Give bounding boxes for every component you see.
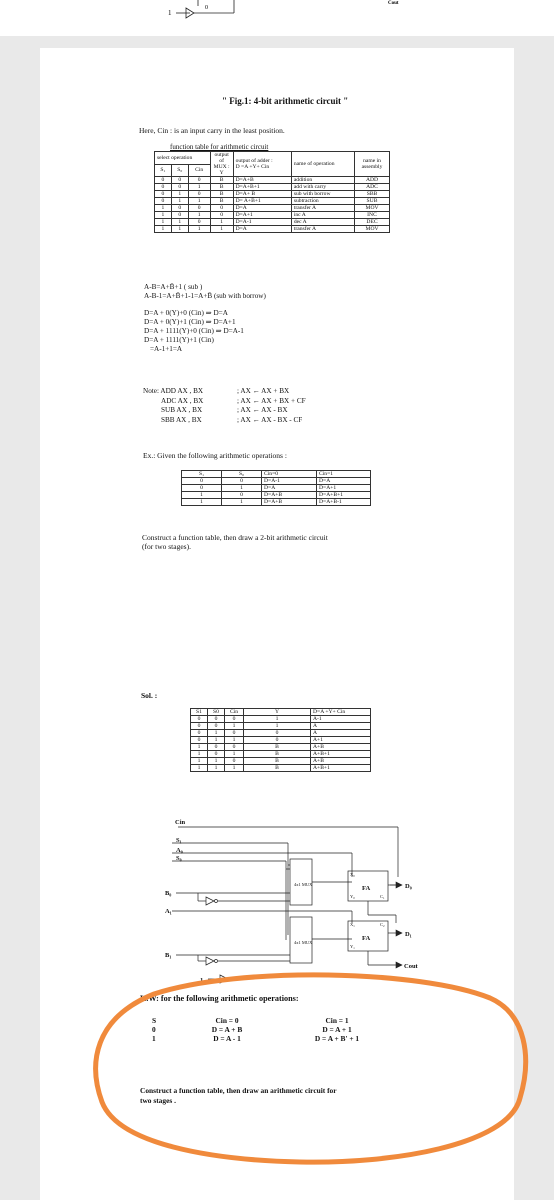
table-row <box>191 744 371 751</box>
table-cell: 0 <box>210 212 233 219</box>
table-cell: D=A-1 <box>233 219 291 226</box>
table-cell: 0 <box>208 744 225 751</box>
table-cell: 0 <box>210 205 233 212</box>
equation-line: D=A + 0(Y)+0 (Cin) ⇒ D=A <box>144 309 228 317</box>
ex-th-cin1: Cin=1 <box>317 471 371 478</box>
table-cell: A+B̄+1 <box>311 765 371 772</box>
table-cell: D=A+1 <box>317 485 371 492</box>
th-cin: Cin <box>188 164 210 177</box>
equation-line: D=A + 1111(Y)+1 (Cin) <box>144 336 214 344</box>
table-cell: 0 <box>188 219 210 226</box>
table-row <box>182 492 371 499</box>
b1-label: B₁ <box>165 952 172 959</box>
table-cell: A <box>311 723 371 730</box>
th-select-operation: select operation <box>155 152 211 165</box>
example-title: Ex.: Given the following arithmetic operations : <box>143 451 287 460</box>
table-cell: sub with borrow <box>291 191 354 198</box>
d0-label: D₀ <box>405 883 412 890</box>
th-output-adder: output of adder : D =A +Y+ Cin <box>233 152 291 177</box>
table-cell: A <box>311 730 371 737</box>
table-cell: B <box>210 184 233 191</box>
table-row <box>155 177 390 184</box>
table-cell: A-1 <box>311 716 371 723</box>
sol-th-s1: S1 <box>191 709 208 716</box>
table-cell: add with carry <box>291 184 354 191</box>
note-comment: ; AX ← AX - BX <box>237 406 288 414</box>
table-cell: ADD <box>355 177 390 184</box>
table-cell: 0 <box>191 716 208 723</box>
table-cell: B̄ <box>210 198 233 205</box>
th-name-assembly: name in assembly <box>355 152 390 177</box>
table-cell: B̄ <box>244 758 311 765</box>
fa1-label: FA <box>362 935 371 942</box>
table-row <box>191 737 371 744</box>
table-cell: A+B+1 <box>311 751 371 758</box>
table-cell: 1 <box>191 751 208 758</box>
table-cell: D=A+1 <box>233 212 291 219</box>
hw-cell: 1 <box>152 1034 156 1043</box>
logic-one-label: 1 <box>200 977 204 984</box>
cin-label: Cin <box>175 819 186 826</box>
table-cell: 1 <box>208 765 225 772</box>
function-table <box>154 151 390 233</box>
table-cell: 0 <box>191 730 208 737</box>
s1-label: S₁ <box>176 837 182 844</box>
table-cell: D=A <box>262 485 317 492</box>
table-cell: 1 <box>208 730 225 737</box>
c2-label: C₂ <box>380 922 385 927</box>
top-zero-label: 0 <box>205 5 208 11</box>
table-cell: D=A <box>233 226 291 233</box>
table-cell: MOV <box>355 205 390 212</box>
sol-th-s0: S0 <box>208 709 225 716</box>
intro-text: Here, Cin : is an input carry in the least position. <box>139 126 285 135</box>
table-cell: D=A <box>317 478 371 485</box>
hw-th-cin0: Cin = 0 <box>215 1016 239 1025</box>
table-cell: 1 <box>155 219 172 226</box>
homework-title: H.W: for the following arithmetic operations: <box>140 994 299 1003</box>
table-cell: 1 <box>171 219 188 226</box>
cout-label: Cout <box>404 963 418 970</box>
table-cell: B̄ <box>210 191 233 198</box>
table-cell: 1 <box>208 758 225 765</box>
table-cell: 0 <box>244 730 311 737</box>
table-cell: 1 <box>210 226 233 233</box>
ex-th-cin0: Cin=0 <box>262 471 317 478</box>
d1-label: D₁ <box>405 931 412 938</box>
table-cell: 0 <box>155 198 172 205</box>
table-cell: 1 <box>182 492 222 499</box>
note-instruction: SBB AX , BX <box>161 415 202 424</box>
table-cell: 0 <box>171 177 188 184</box>
table-cell: A+B <box>311 744 371 751</box>
table-cell: 1 <box>225 737 244 744</box>
table-cell: SUB <box>355 198 390 205</box>
table-cell: SBB <box>355 191 390 198</box>
equation-line: A-B=A+B̄+1 ( sub ) <box>144 283 203 291</box>
th-name-operation: name of operation <box>291 152 354 177</box>
table-cell: 0 <box>222 492 262 499</box>
table-cell: D=A+B <box>262 492 317 499</box>
table-cell: 1 <box>171 198 188 205</box>
table-cell: D=A+B+1 <box>233 184 291 191</box>
th-output-mux: output of MUX : Y <box>210 152 233 177</box>
note-comment: ; AX ← AX + BX <box>237 387 290 395</box>
table-cell: 1 <box>188 198 210 205</box>
mux0-label: 4x1 MUX <box>294 882 313 887</box>
table-cell: 0 <box>225 716 244 723</box>
note-comment: ; AX ← AX + BX + CF <box>237 396 306 405</box>
table-row <box>155 198 390 205</box>
table-cell: B <box>244 751 311 758</box>
table-row <box>182 478 371 485</box>
equation-line: D=A + 1111(Y)+0 (Cin) ⇒ D=A-1 <box>144 327 244 335</box>
note-comment: ; AX ← AX - BX - CF <box>237 415 303 424</box>
sol-th-cin: Cin <box>225 709 244 716</box>
table-cell: subtraction <box>291 198 354 205</box>
table-cell: 0 <box>225 758 244 765</box>
table-cell: ADC <box>355 184 390 191</box>
y1-label: Y₁ <box>350 944 355 949</box>
ex-th-s0: S₀ <box>222 471 262 478</box>
table-cell: 1 <box>188 212 210 219</box>
table-cell: 0 <box>225 730 244 737</box>
y0-label: Y₀ <box>350 894 355 899</box>
table-cell: 1 <box>171 226 188 233</box>
table-cell: 1 <box>222 485 262 492</box>
table-cell: D=A+B̄ <box>262 499 317 506</box>
table-cell: 1 <box>191 758 208 765</box>
table-cell: 1 <box>225 751 244 758</box>
equation-line: =A-1+1=A <box>150 345 183 353</box>
table-cell: 0 <box>225 744 244 751</box>
x0-label: X₀ <box>350 872 355 877</box>
table-row <box>191 716 371 723</box>
table-cell: B <box>210 177 233 184</box>
table-cell: 0 <box>182 478 222 485</box>
x1-label: X₁ <box>350 922 355 927</box>
sol-th-d: D=A +Y+ Cin <box>311 709 371 716</box>
table-cell: 1 <box>210 219 233 226</box>
note-label: Note: ADD AX , BX <box>143 387 204 395</box>
table-cell: 0 <box>188 191 210 198</box>
table-cell: 1 <box>188 226 210 233</box>
table-cell: 1 <box>155 205 172 212</box>
table-cell: 1 <box>171 191 188 198</box>
table-cell: addition <box>291 177 354 184</box>
table-cell: 1 <box>222 499 262 506</box>
hw-cell: D = A + B' + 1 <box>314 1034 360 1043</box>
top-page-fragment <box>0 0 554 36</box>
hw-cell: 0 <box>152 1025 156 1034</box>
a0-label: A₀ <box>176 847 183 854</box>
table-cell: D=A+B <box>233 177 291 184</box>
top-cout-label: Cout <box>388 1 399 6</box>
hw-th-s: S <box>152 1016 157 1025</box>
table-cell: B̄ <box>244 765 311 772</box>
equation-line: D=A + 0(Y)+1 (Cin) ⇒ D=A+1 <box>144 318 236 326</box>
table-cell: 0 <box>182 485 222 492</box>
table-cell: 0 <box>171 205 188 212</box>
top-one-label: 1 <box>168 9 172 17</box>
table-cell: A+1 <box>311 737 371 744</box>
hw-cell: D = A + B <box>211 1025 243 1034</box>
ex-th-s1: S₁ <box>182 471 222 478</box>
table-cell: 1 <box>208 737 225 744</box>
table-row <box>191 730 371 737</box>
table-row <box>155 226 390 233</box>
fa0-label: FA <box>362 885 371 892</box>
table-cell: 1 <box>244 716 311 723</box>
table-cell: 0 <box>191 737 208 744</box>
table-cell: D=A-1 <box>262 478 317 485</box>
table-row <box>182 485 371 492</box>
table-cell: B <box>244 744 311 751</box>
th-s1: S₁ <box>155 164 172 177</box>
table-cell: 1 <box>191 744 208 751</box>
table-cell: INC <box>355 212 390 219</box>
table-cell: 1 <box>182 499 222 506</box>
table-cell: A+B̄ <box>311 758 371 765</box>
table-cell: dec A <box>291 219 354 226</box>
table-cell: inc A <box>291 212 354 219</box>
table-row <box>155 212 390 219</box>
table-row <box>155 191 390 198</box>
highlight-annotation <box>90 968 530 1168</box>
equation-line: A-B-1=A+B̄+1-1=A+B̄ (sub with borrow) <box>144 292 266 300</box>
table-cell: D=A+B+1 <box>317 492 371 499</box>
table-cell: 0 <box>155 191 172 198</box>
c1-label: C₁ <box>380 894 385 899</box>
b0-label: B₀ <box>165 890 172 897</box>
table-cell: D=A+B̄-1 <box>317 499 371 506</box>
table-row <box>155 205 390 212</box>
a1-label: A₁ <box>165 908 172 915</box>
table-row <box>191 765 371 772</box>
table-cell: 0 <box>208 716 225 723</box>
table-cell: 0 <box>155 184 172 191</box>
table-cell: 0 <box>171 212 188 219</box>
top-circuit-fragment <box>0 0 554 36</box>
solution-label: Sol. : <box>141 691 158 700</box>
note-instruction: ADC AX , BX <box>161 396 204 405</box>
table-row <box>182 499 371 506</box>
note-instruction: SUB AX , BX <box>161 406 203 414</box>
table-cell: D=A+ B̄ <box>233 191 291 198</box>
table-cell: 1 <box>225 723 244 730</box>
table-cell: 0 <box>188 177 210 184</box>
function-table-caption: function table for arithmetic circuit <box>170 143 269 151</box>
hw-cell: D = A + 1 <box>322 1025 352 1034</box>
table-cell: 0 <box>208 723 225 730</box>
s0-label: S₀ <box>176 855 182 862</box>
equations-block <box>144 283 266 354</box>
table-cell: D= A+B̄+1 <box>233 198 291 205</box>
table-cell: transfer A <box>291 226 354 233</box>
table-cell: 1 <box>244 723 311 730</box>
note-block <box>143 387 306 425</box>
table-cell: 1 <box>225 765 244 772</box>
table-cell: 0 <box>244 737 311 744</box>
table-cell: 0 <box>208 751 225 758</box>
table-cell: 0 <box>222 478 262 485</box>
table-row <box>191 751 371 758</box>
table-cell: 0 <box>191 723 208 730</box>
table-cell: D=A <box>233 205 291 212</box>
table-cell: 1 <box>155 226 172 233</box>
mux1-label: 4x1 MUX <box>294 940 313 945</box>
table-cell: 1 <box>191 765 208 772</box>
table-row <box>155 184 390 191</box>
th-s0: S₀ <box>171 164 188 177</box>
table-cell: 0 <box>188 205 210 212</box>
table-cell: MOV <box>355 226 390 233</box>
homework-task: Construct a function table, then draw an arithmetic circuit for two stages . <box>140 1086 337 1105</box>
hw-cell: D = A - 1 <box>213 1034 241 1043</box>
table-cell: 0 <box>155 177 172 184</box>
table-cell: 1 <box>188 184 210 191</box>
table-cell: transfer A <box>291 205 354 212</box>
example-task: Construct a function table, then draw a 2-bit arithmetic circuit (for two stages). <box>142 533 328 551</box>
table-row <box>191 758 371 765</box>
solution-table <box>190 708 371 772</box>
figure-title: " Fig.1: 4-bit arithmetic circuit " <box>222 96 349 106</box>
table-row <box>191 723 371 730</box>
arithmetic-circuit-diagram <box>140 815 440 990</box>
table-row <box>155 219 390 226</box>
hw-th-cin1: Cin = 1 <box>325 1016 349 1025</box>
example-table <box>181 470 371 506</box>
table-cell: 0 <box>171 184 188 191</box>
table-cell: DEC <box>355 219 390 226</box>
sol-th-y: Y <box>244 709 311 716</box>
table-cell: 1 <box>155 212 172 219</box>
